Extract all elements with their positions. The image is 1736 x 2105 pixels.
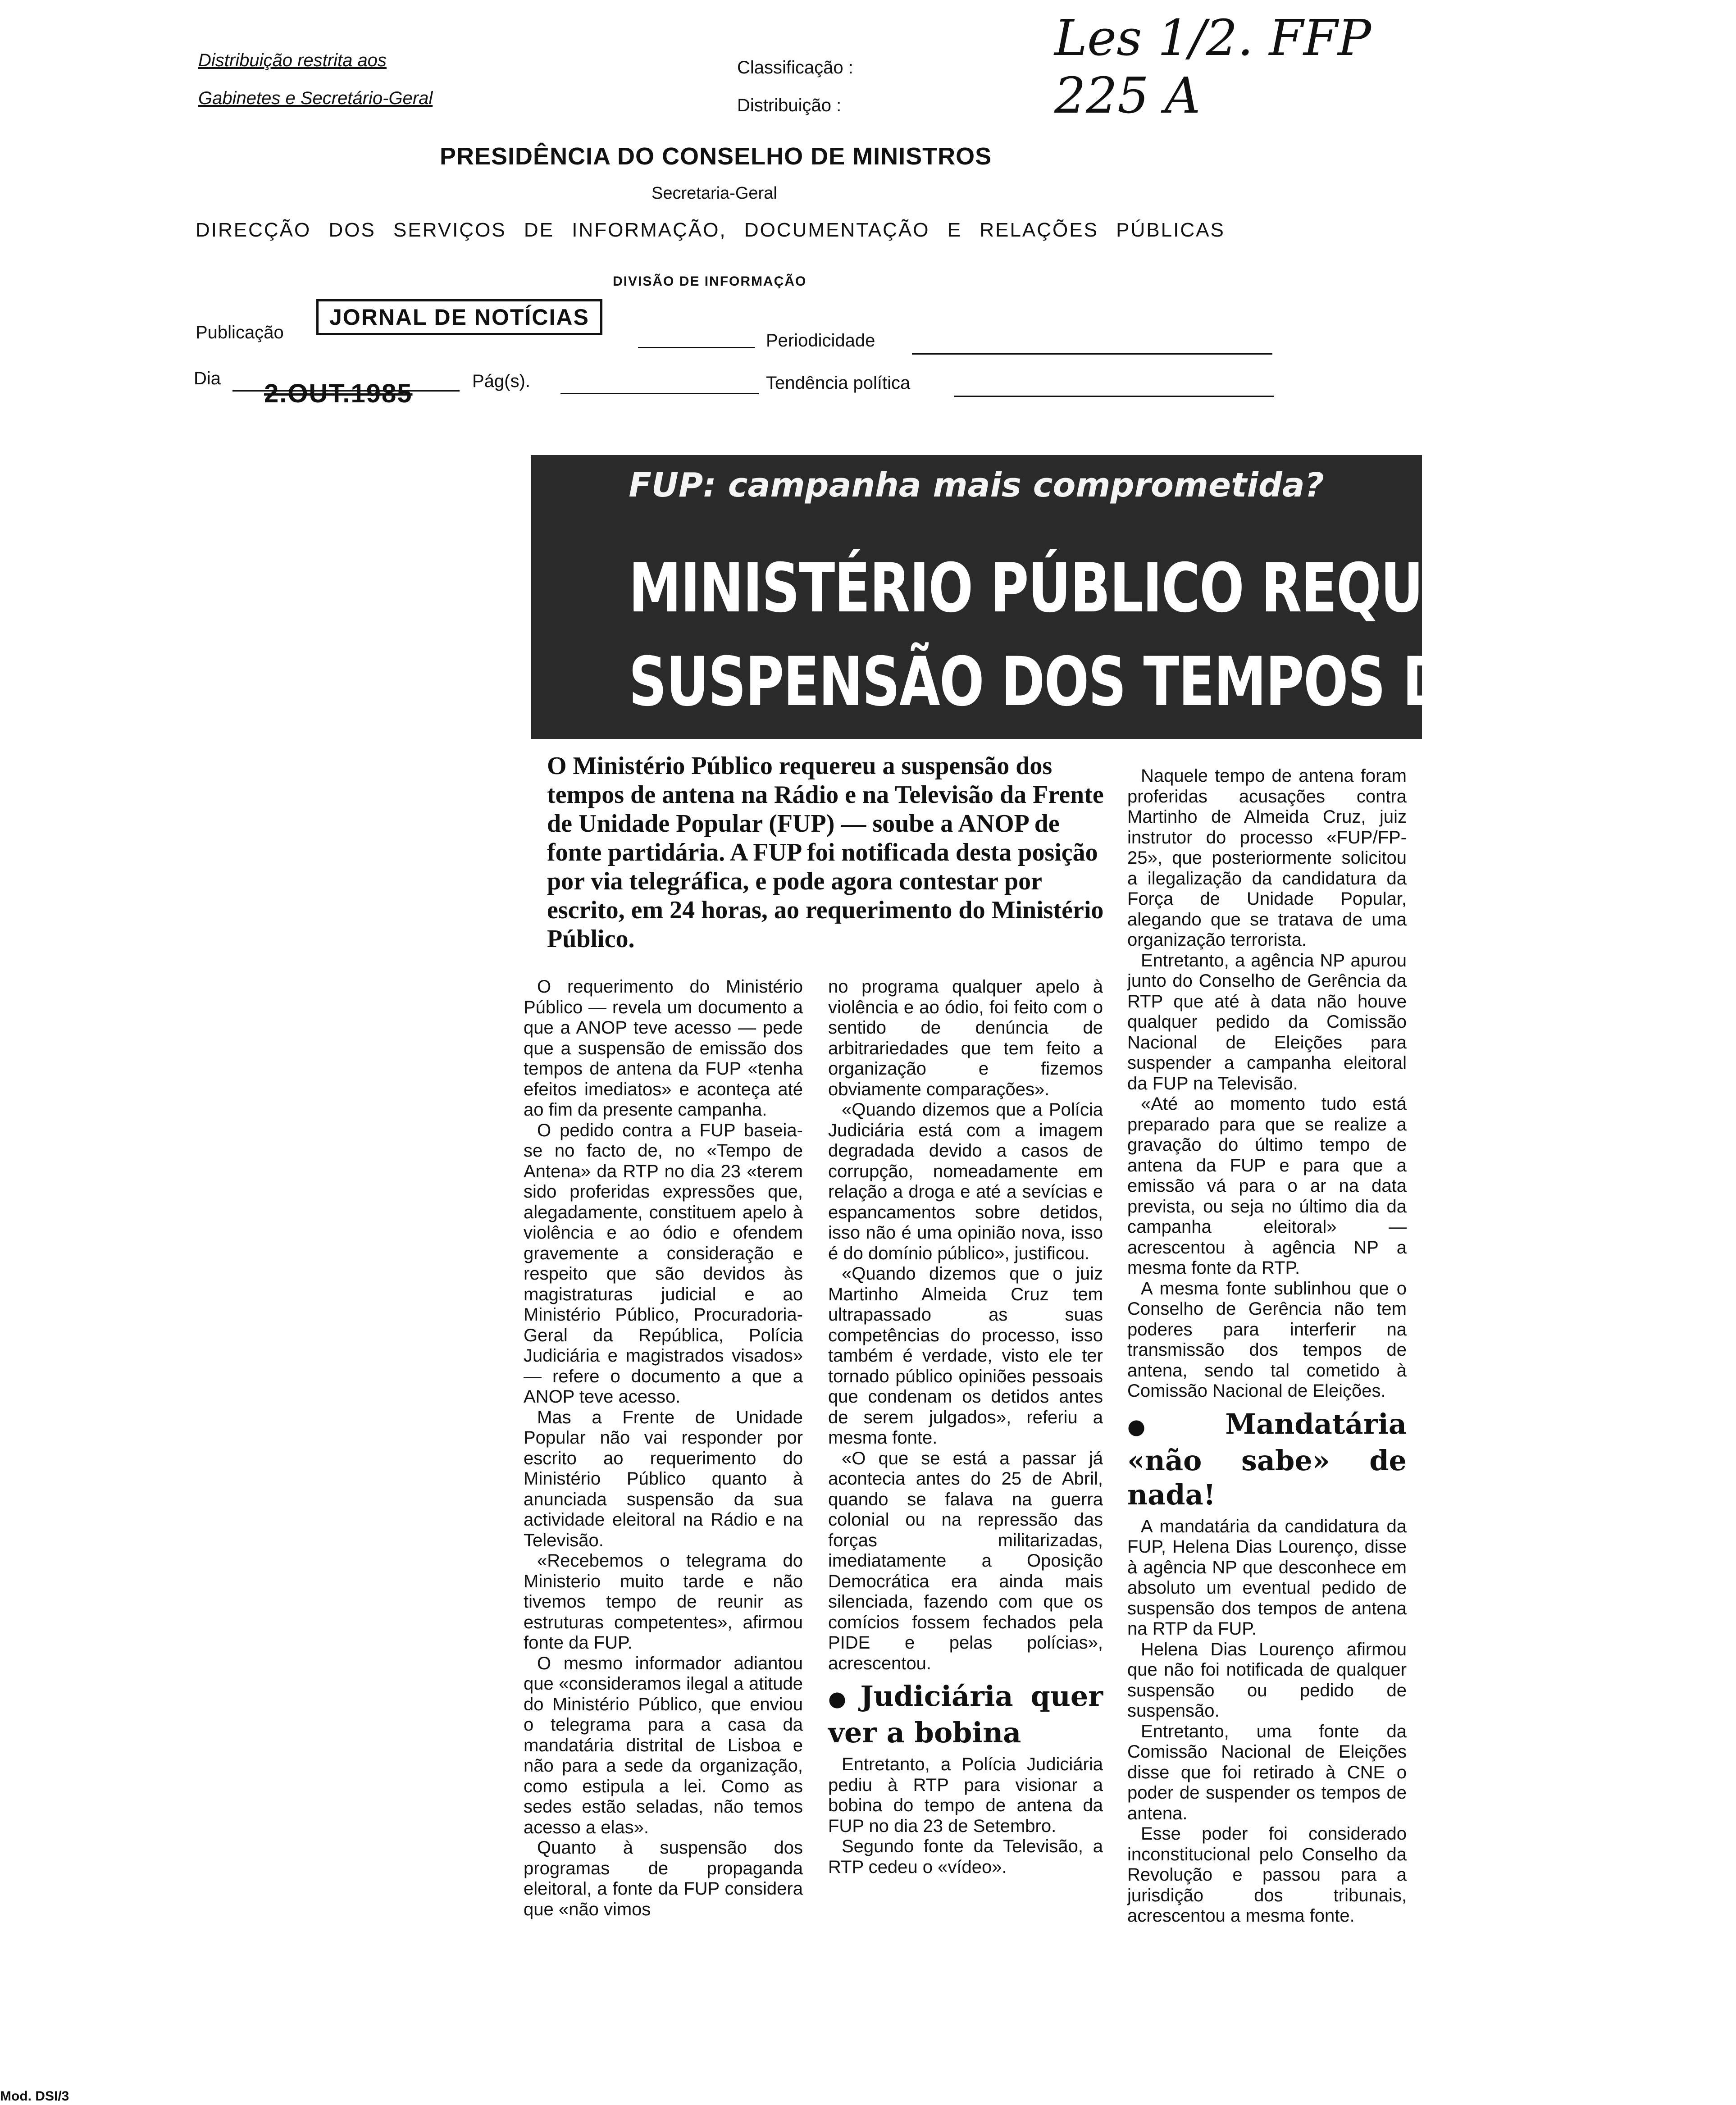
bullet-icon: ● [828,1686,854,1711]
col3-paragraph: Naquele tempo de antena foram proferidas acusações contra Martinho de Almeida Cruz, juiz instrutor do processo «FUP/FP-25», que posteriormente solicitou a ilegalização da candidatura da Força de Unidade Popular, alegando que se tratava de uma organização terrorista. [1127,766,1407,950]
col3-paragraph: Entretanto, uma fonte da Comissão Nacional de Eleições disse que foi retirado à CNE o poder de suspender os tempos de antena. [1127,1721,1407,1823]
kicker: FUP: campanha mais comprometida? [629,466,1324,505]
col3-paragraph: Helena Dias Lourenço afirmou que não foi notificada de qualquer suspensão ou pedido de suspensão. [1127,1639,1407,1721]
col3-paragraph: A mandatária da candidatura da FUP, Helena Dias Lourenço, disse à agência NP que desconhece em absoluto um eventual pedido de suspensão dos tempos de antena na RTP da FUP. [1127,1516,1407,1639]
publicacao-value: JORNAL DE NOTÍCIAS [316,299,602,335]
restricted-line-1: Distribuição restrita aos [198,50,387,70]
divisao-label: DIVISÃO DE INFORMAÇÃO [613,274,807,289]
tendencia-label: Tendência política [766,373,911,393]
col3-paragraph: Esse poder foi considerado inconstitucional pelo Conselho da Revolução e passou para a jurisdição dos tribunais, acrescentou a mesma fonte. [1127,1824,1407,1926]
col3-paragraph: A mesma fonte sublinhou que o Conselho de Gerência não tem poderes para interferir na transmissão dos tempos de antena, sendo tal cometido à Comissão Nacional de Eleições. [1127,1278,1407,1401]
form-code: Mod. DSI/3 [0,2089,69,2104]
section-title: Judiciária quer ver a bobina [828,1680,1103,1749]
col2-paragraph: no programa qualquer apelo à violência e ao ódio, foi feito com o sentido de denúncia de arbitrariedades que tem feito a organização e fizemos obviamente comparações». [828,977,1103,1099]
pags-label: Pág(s). [472,371,530,391]
restricted-line-2: Gabinetes e Secretário-Geral [198,88,433,108]
column-2 [828,977,1103,2085]
col2-paragraph: «O que se está a passar já acontecia antes do 25 de Abril, quando se falava na guerra colonial ou na repressão das forças militarizadas, imediatamente a Oposição Democrática era ainda mais silenciada, fazendo com que os comícios fossem fechados pela PIDE e pelas polícias», acrescentou. [828,1448,1103,1673]
col2-paragraph: Entretanto, a Polícia Judiciária pediu à RTP para visionar a bobina do tempo de antena da FUP no dia 23 de Setembro. [828,1754,1103,1836]
col1-paragraph: Mas a Frente de Unidade Popular não vai responder por escrito ao requerimento do Ministério Público quanto à anunciada suspensão da sua actividade eleitoral na Rádio e na Televisão. [524,1407,803,1550]
secretaria-label: Secretaria-Geral [652,184,777,203]
col2-paragraph: «Quando dizemos que a Polícia Judiciária está com a imagem degradada devido a casos de corrupção, nomeadamente em relação a droga e até a sevícias e espancamentos sobre detidos, isso não é uma opinião nova, isso é do domínio público», justificou. [828,1100,1103,1263]
headline-line-1: MINISTÉRIO PÚBLICO REQUEREU [629,549,1576,628]
col3-paragraph: «Até ao momento tudo está preparado para que se realize a gravação do último tempo de antena da FUP e para que a emissão vá para o ar na data prevista, ou seja no último dia da campanha eleitoral» — acrescentou à agência NP a mesma fonte da RTP. [1127,1094,1407,1278]
dia-value: 2.OUT.1985 [264,379,413,408]
col1-paragraph: Quanto à suspensão dos programas de propaganda eleitoral, a fonte da FUP considera que «não vimos [524,1838,803,1919]
distribuicao-label: Distribuição : [737,96,842,115]
classificacao-label: Classificação : [737,58,853,77]
publicacao-rule [638,347,755,348]
presidencia-title: PRESIDÊNCIA DO CONSELHO DE MINISTROS [440,143,992,170]
section-heading-judiciaria [828,1679,1103,1750]
col3-paragraph: Entretanto, a agência NP apurou junto do Conselho de Gerência da RTP que até à data não houve qualquer pedido da Comissão Nacional de Eleições para suspender a campanha eleitoral da FUP na Televisão. [1127,950,1407,1094]
column-3 [1127,766,1407,2082]
pags-field [560,393,759,394]
dia-label: Dia [194,369,221,388]
handwritten-reference: Les 1/2. FFP 225 A [1054,9,1371,124]
col1-paragraph: O mesmo informador adiantou que «consideramos ilegal a atitude do Ministério Público, que enviou o telegrama para a casa da mandatária distrital de Lisboa e não para a sede da organização, como estipula a lei. Como as sedes estão seladas, não temos acesso a elas». [524,1653,803,1837]
col1-paragraph: O pedido contra a FUP baseia-se no facto de, no «Tempo de Antena» da RTP no dia 23 «terem sido proferidas expressões que, alegadamente, constituem apelo à violência e ao ódio e ofendem gravemente a consideração e respeito que são devidos às magistraturas judicial e ao Ministério Público, Procuradoria-Geral da República, Polícia Judiciária e magistrados visados» — refere o documento a que a ANOP teve acesso. [524,1120,803,1407]
col1-paragraph: O requerimento do Ministério Público — revela um documento a que a ANOP teve acesso — pede que a suspensão de emissão dos tempos de antena da FUP «tenha efeitos imediatos» e aconteça até ao fim da presente campanha. [524,977,803,1120]
lead-paragraph: O Ministério Público requereu a suspensão dos tempos de antena na Rádio e na Televisão da Frente de Unidade Popular (FUP) — soube a ANOP de fonte partidária. A FUP foi notificada desta posição por via telegráfica, e pode agora contestar por escrito, em 24 horas, ao requerimento do Ministério Público. [547,752,1104,953]
headline-banner [531,455,1736,739]
col2-paragraph: Segundo fonte da Televisão, a RTP cedeu o «vídeo». [828,1836,1103,1877]
col1-paragraph: «Recebemos o telegrama do Ministerio muito tarde e não tivemos tempo de reunir as estruturas competentes», afirmou fonte da FUP. [524,1551,803,1653]
publicacao-label: Publicação [196,323,284,342]
bullet-icon: ● [1127,1414,1219,1439]
periodicidade-label: Periodicidade [766,331,875,351]
direccao-title: DIRECÇÃO DOS SERVIÇOS DE INFORMAÇÃO, DOCUMENTAÇÃO E RELAÇÕES PÚBLICAS [196,219,1225,241]
section-title: Mandatária «não sabe» de nada! [1127,1407,1407,1511]
headline-line-2: SUSPENSÃO DOS TEMPOS DE ANTENA [629,643,1736,721]
col2-paragraph: «Quando dizemos que o juiz Martinho Almeida Cruz tem ultrapassado as suas competências do processo, isso também é verdade, visto ele ter tornado público opiniões pessoais que condenam os detidos antes de serem julgados», referiu a mesma fonte. [828,1264,1103,1448]
section-heading-mandataria [1127,1407,1407,1512]
column-1 [524,977,803,2085]
periodicidade-field [912,353,1272,355]
tendencia-field [954,396,1274,397]
